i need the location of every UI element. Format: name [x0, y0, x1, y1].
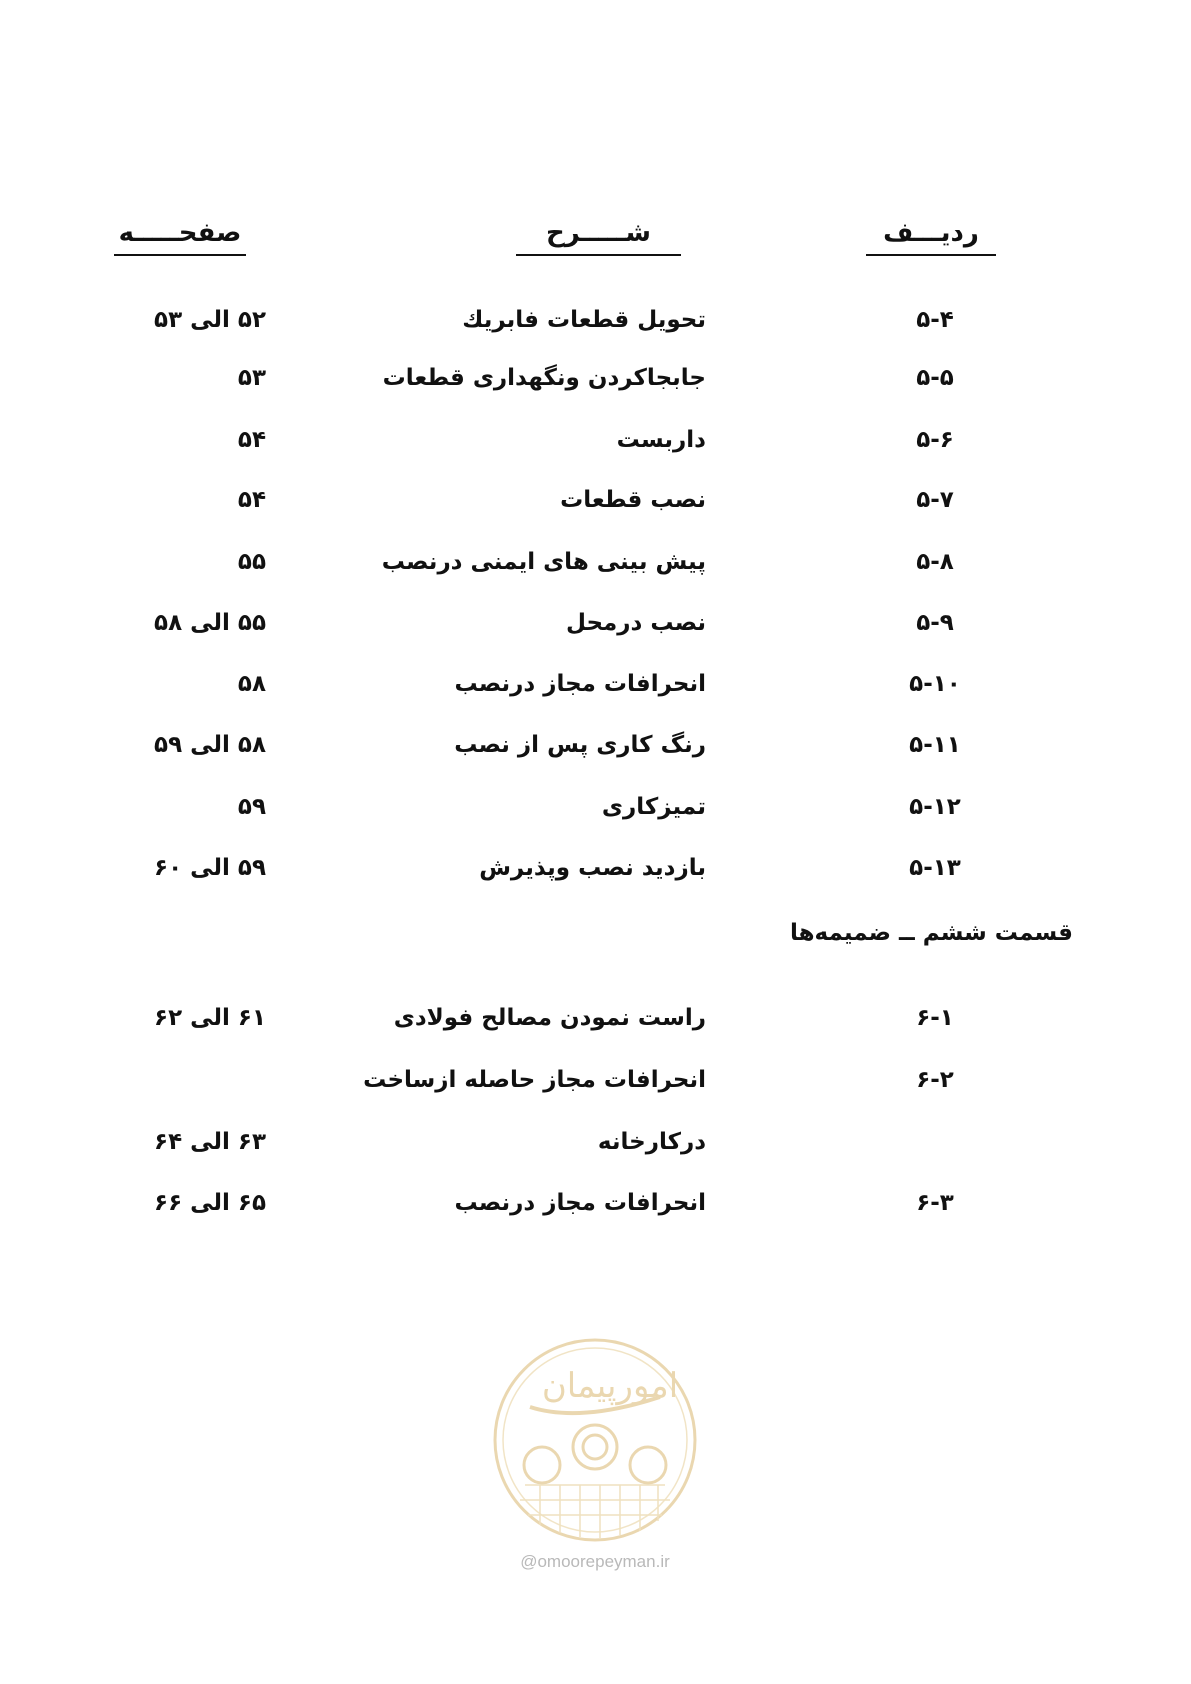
row-page: ۵۲ الی ۵۳	[154, 307, 266, 333]
row-description: رنگ کاری پس از نصب	[454, 732, 706, 758]
row-page: ۵۴	[237, 427, 266, 453]
row-description: انحرافات مجاز درنصب	[454, 671, 706, 697]
row-page: ۵۴	[237, 487, 266, 513]
row-number: ۵-۷	[916, 487, 954, 513]
row-description: تحویل قطعات فابریك	[462, 307, 706, 333]
toc-row	[0, 664, 1191, 704]
row-description: پیش بینی های ایمنی درنصب	[381, 549, 706, 575]
row-description: جابجاکردن ونگهداری قطعات	[382, 365, 706, 391]
toc-row	[0, 725, 1191, 765]
row-description: انحرافات مجاز درنصب	[454, 1190, 706, 1216]
row-page: ۶۵ الی ۶۶	[154, 1190, 266, 1216]
toc-row	[0, 1183, 1191, 1223]
row-number: ۶-۲	[916, 1067, 954, 1093]
row-number: ۵-۱۲	[909, 794, 961, 820]
row-description: انحرافات مجاز حاصله ازساخت	[363, 1067, 706, 1093]
row-page: ۵۸ الی ۵۹	[154, 732, 266, 758]
row-page: ۶۱ الی ۶۲	[154, 1005, 266, 1031]
section-title: قسمت ششم ــ ضمیمه‌ها	[789, 920, 1073, 946]
toc-row	[0, 787, 1191, 827]
row-page: ۵۵ الی ۵۸	[154, 610, 266, 636]
row-description: نصب قطعات	[560, 487, 706, 513]
row-page: ۵۹	[237, 794, 266, 820]
row-number: ۶-۱	[916, 1005, 954, 1031]
toc-row	[0, 480, 1191, 520]
row-number: ۵-۴	[916, 307, 954, 333]
row-description: بازدید نصب وپذیرش	[479, 855, 706, 881]
toc-row	[0, 1060, 1191, 1100]
header-safhe: صفحـــــه	[114, 218, 246, 256]
row-description: داربست	[616, 427, 706, 453]
row-page: ۵۸	[237, 671, 266, 697]
toc-row	[0, 542, 1191, 582]
row-description: تمیزکاری	[601, 794, 706, 820]
header-radif: ردیـــف	[866, 218, 996, 256]
toc-row	[0, 603, 1191, 643]
toc-row	[0, 1122, 1191, 1162]
row-description: نصب درمحل	[565, 610, 706, 636]
toc-row	[0, 848, 1191, 888]
row-number: ۵-۶	[916, 427, 954, 453]
watermark-site: @omoorepeyman.ir	[520, 1552, 670, 1571]
toc-row	[0, 358, 1191, 398]
header-sharh: شـــــرح	[516, 218, 681, 256]
row-number: ۵-۱۱	[909, 732, 961, 758]
toc-row	[0, 300, 1191, 340]
watermark-logo-icon	[490, 1335, 700, 1545]
row-page: ۵۵	[237, 549, 266, 575]
row-page: ۵۹ الی ۶۰	[154, 855, 266, 881]
row-number: ۶-۳	[916, 1190, 954, 1216]
row-number: ۵-۱۰	[909, 671, 961, 697]
row-number: ۵-۵	[916, 365, 954, 391]
toc-row	[0, 420, 1191, 460]
row-description: درکارخانه	[597, 1129, 706, 1155]
svg-text:امورپیمان: امورپیمان	[541, 1366, 679, 1406]
row-number: ۵-۱۳	[909, 855, 961, 881]
row-page: ۵۳	[237, 365, 266, 391]
row-description: راست نمودن مصالح فولادی	[393, 1005, 706, 1031]
row-number: ۵-۸	[916, 549, 954, 575]
toc-row	[0, 998, 1191, 1038]
row-number: ۵-۹	[916, 610, 954, 636]
row-page: ۶۳ الی ۶۴	[154, 1129, 266, 1155]
